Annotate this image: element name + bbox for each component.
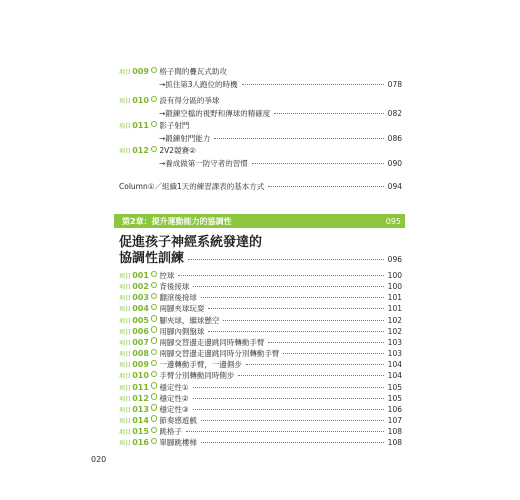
item-tag: 項目 [119, 69, 132, 76]
item-title: 控球 [159, 271, 175, 280]
leader-dots [201, 297, 384, 298]
item-tag: 項目 [119, 328, 132, 336]
item-number: 003 [132, 293, 149, 303]
item-number: 014 [132, 415, 149, 425]
toc-entry[interactable] [119, 96, 402, 122]
item-number: 012 [132, 393, 149, 403]
item-title: 兩腳夾球玩耍 [159, 304, 205, 314]
item-tag: 項目 [119, 351, 132, 359]
page-number: 106 [387, 404, 402, 414]
circle-icon [151, 293, 158, 300]
item-number: 016 [132, 438, 149, 448]
page-number: 103 [387, 337, 402, 347]
circle-icon [151, 315, 158, 322]
item-title: 穩定性② [159, 393, 189, 403]
page-number: 107 [387, 415, 402, 425]
item-title: 設有得分區的爭球 [159, 96, 220, 105]
leader-dots [252, 163, 384, 164]
leader-dots [193, 398, 384, 399]
item-number: 010 [132, 371, 149, 381]
leader-dots [208, 308, 383, 309]
page-number: 102 [387, 326, 402, 336]
item-number: 001 [132, 271, 149, 280]
page-number: 103 [387, 349, 402, 359]
item-tag: 項目 [119, 384, 132, 392]
toc-entry[interactable] [119, 304, 402, 314]
toc-entry[interactable] [119, 360, 402, 370]
item-number: 013 [132, 404, 149, 414]
item-tag: 項目 [119, 295, 132, 303]
circle-icon [151, 67, 158, 74]
item-title: 腳夾球，繼球懸空 [159, 315, 220, 325]
item-number: 010 [132, 96, 149, 105]
section-title-line1: 促進孩子神經系統發達的 [119, 235, 263, 250]
item-number: 002 [132, 282, 149, 292]
page-number: 094 [387, 182, 402, 191]
item-tag: 項目 [119, 440, 132, 448]
leader-dots [201, 442, 384, 443]
page-number: 108 [387, 438, 402, 448]
toc-entry[interactable] [119, 293, 402, 303]
item-tag: 項目 [119, 306, 132, 314]
circle-icon [151, 304, 158, 311]
leader-dots [223, 320, 383, 321]
leader-dots [188, 259, 384, 260]
column-entry[interactable] [119, 181, 402, 192]
leader-dots [268, 342, 383, 343]
leader-dots [238, 375, 383, 376]
item-title: 穩定性① [159, 382, 189, 392]
chapter-page: 095 [385, 216, 401, 226]
folio: 020 [91, 455, 107, 464]
circle-icon [151, 415, 158, 422]
item-number: 011 [132, 121, 149, 130]
circle-icon [151, 271, 158, 278]
leader-dots [214, 138, 383, 139]
leader-dots [242, 84, 384, 85]
circle-icon [151, 404, 158, 411]
toc-entry[interactable] [119, 327, 402, 337]
page-number: 096 [387, 255, 402, 264]
item-tag: 項目 [119, 417, 132, 425]
toc-entry[interactable] [119, 338, 402, 348]
item-title: 兩腳交替邊走邊跳同時分別轉動手臂 [159, 349, 280, 359]
item-tag: 項目 [119, 317, 132, 325]
page-number: 100 [387, 271, 402, 280]
toc-entry[interactable] [119, 383, 402, 393]
item-number: 008 [132, 349, 149, 359]
item-tag: 項目 [119, 123, 132, 130]
chapter-title: 第2章：提升運動能力的協調性 [122, 216, 232, 226]
circle-icon [151, 371, 158, 378]
section-title-line2: 協調性訓練 [119, 251, 185, 266]
page-number: 104 [387, 360, 402, 370]
item-title: 2V2競賽② [159, 146, 196, 155]
circle-icon [151, 337, 158, 344]
page-number: 100 [387, 282, 402, 292]
page-number: 101 [387, 304, 402, 314]
item-title: 一邊轉動手臂，一邊側步 [159, 360, 242, 370]
toc-entry[interactable] [119, 146, 402, 172]
chapter-heading[interactable] [114, 214, 405, 228]
circle-icon [151, 382, 158, 389]
item-tag: 項目 [119, 395, 132, 403]
item-subtitle: →抓住第3人跑位的時機 [159, 80, 238, 89]
item-number: 007 [132, 337, 149, 347]
toc-entry[interactable] [119, 416, 402, 426]
item-title: 背後接球 [159, 282, 190, 292]
leader-dots [201, 420, 384, 421]
circle-icon [151, 146, 158, 153]
page-number: 104 [387, 371, 402, 381]
page-number: 108 [387, 427, 402, 437]
item-title: 跳格子 [159, 427, 182, 437]
leader-dots [186, 431, 384, 432]
toc-entry[interactable] [119, 371, 402, 381]
page-number: 102 [387, 315, 402, 325]
item-title: 用腳內側盤球 [159, 326, 205, 336]
toc-entry[interactable] [119, 394, 402, 404]
item-number: 012 [132, 146, 149, 155]
item-number: 006 [132, 326, 149, 336]
item-tag: 項目 [119, 429, 132, 437]
toc-entry[interactable] [119, 121, 402, 147]
page-number: 105 [387, 393, 402, 403]
leader-dots [246, 364, 384, 365]
leader-dots [274, 113, 383, 114]
page-number: 105 [387, 382, 402, 392]
column-label: Column①／組織1天的練習課表的基本方式 [119, 182, 265, 191]
toc-entry[interactable] [119, 427, 402, 437]
item-number: 011 [132, 382, 149, 392]
circle-icon [151, 121, 158, 128]
leader-dots [178, 275, 383, 276]
item-subtitle: →鍛鍊空檔的視野和傳球的精確度 [159, 109, 271, 118]
leader-dots [193, 409, 384, 410]
section-entry[interactable] [119, 247, 402, 266]
leader-dots [283, 353, 383, 354]
item-subtitle: →養成做第一防守者的習慣 [159, 159, 248, 168]
item-title: 手臂分別轉動同時側步 [159, 371, 235, 381]
page-number: 090 [387, 159, 402, 168]
toc-entry[interactable] [119, 282, 402, 292]
item-tag: 項目 [119, 273, 132, 280]
item-tag: 項目 [119, 148, 132, 155]
circle-icon [151, 393, 158, 400]
toc-entry[interactable] [119, 405, 402, 415]
item-number: 015 [132, 427, 149, 437]
item-number: 009 [132, 360, 149, 370]
toc-entry[interactable] [119, 67, 402, 93]
item-title: 兩腳交替邊走邊跳同時轉動手臂 [159, 337, 265, 347]
item-number: 009 [132, 67, 149, 76]
page-number: 101 [387, 293, 402, 303]
page-number: 086 [387, 134, 402, 143]
leader-dots [193, 286, 383, 287]
item-title: 翻滾後接球 [159, 293, 197, 303]
item-title: 影子射門 [159, 121, 190, 130]
leader-dots [193, 387, 384, 388]
circle-icon [151, 282, 158, 289]
leader-dots [268, 186, 383, 187]
toc-entry[interactable] [119, 316, 402, 326]
item-tag: 項目 [119, 284, 132, 292]
circle-icon [151, 360, 158, 367]
circle-icon [151, 349, 158, 356]
toc-entry[interactable] [119, 349, 402, 359]
leader-dots [208, 331, 383, 332]
item-tag: 項目 [119, 98, 132, 105]
item-subtitle: →鍛鍊射門能力 [159, 134, 211, 143]
toc-entry[interactable] [119, 271, 402, 281]
page-number: 078 [387, 80, 402, 89]
toc-entry[interactable] [119, 438, 402, 448]
item-tag: 項目 [119, 339, 132, 347]
item-number: 004 [132, 304, 149, 314]
item-title: 穩定性③ [159, 404, 189, 414]
item-tag: 項目 [119, 373, 132, 381]
circle-icon [151, 438, 158, 445]
page-number: 082 [387, 109, 402, 118]
circle-icon [151, 427, 158, 434]
item-title: 格子間的疊瓦式助攻 [159, 67, 227, 76]
item-tag: 項目 [119, 406, 132, 414]
item-title: 節奏感遊戲 [159, 415, 197, 425]
item-title: 單腳跳樓梯 [159, 438, 197, 448]
circle-icon [151, 326, 158, 333]
item-number: 005 [132, 315, 149, 325]
circle-icon [151, 96, 158, 103]
item-tag: 項目 [119, 362, 132, 370]
